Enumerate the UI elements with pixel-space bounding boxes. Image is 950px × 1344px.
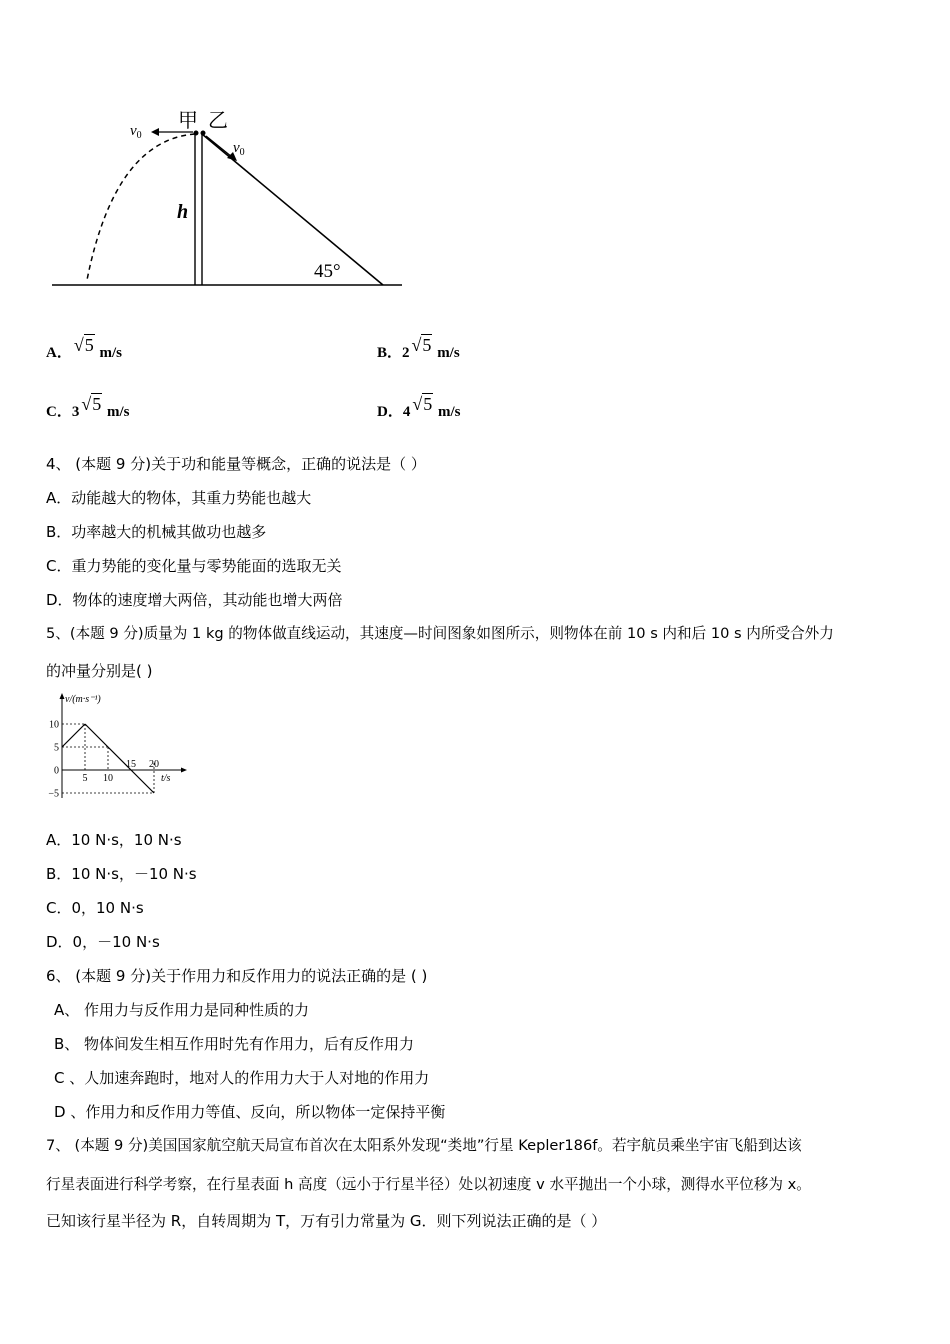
q6-option-c[interactable]: C 、人加速奔跑时，地对人的作用力大于人对地的作用力 [54,1069,430,1087]
q6-option-a[interactable]: A、 作用力与反作用力是同种性质的力 [54,1001,310,1019]
q3-option-d[interactable] [377,394,461,421]
label-angle: 45° [314,261,341,282]
option-unit: m/s [107,404,130,420]
sqrt-symbol: √5 [73,335,94,355]
q5-stem-line1: 5、(本题 9 分)质量为 1 kg 的物体做直线运动，其速度—时间图象如图所示，则物体在前 10 s 内和后 10 s 内所受合外力 [46,625,834,642]
option-letter: D． [377,404,403,420]
q3-option-c[interactable] [46,394,130,421]
q5-stem-line2: 的冲量分别是( ) [46,662,153,680]
series-segment [131,770,154,793]
q5-option-b[interactable]: B．10 N·s，－10 N·s [46,865,197,883]
q5-option-a[interactable]: A．10 N·s，10 N·s [46,831,182,849]
option-letter: C． [46,404,72,420]
q6-option-b[interactable]: B、 物体间发生相互作用时先有作用力，后有反作用力 [54,1035,415,1053]
q3-option-b[interactable] [377,335,460,362]
option-coef: 2 [402,345,410,361]
velocity-time-chart [40,690,190,802]
option-coef: 3 [71,404,80,420]
option-unit: m/s [437,345,460,361]
q4-option-c[interactable]: C．重力势能的变化量与零势能面的选取无关 [46,557,342,575]
label-h: h [177,201,189,223]
q3-option-a[interactable] [46,335,122,362]
q6-option-d[interactable]: D 、作用力和反作用力等值、反向，所以物体一定保持平衡 [54,1103,446,1121]
arrow-right-shaft [206,136,232,157]
q4-option-b[interactable]: B．功率越大的机械其做功也越多 [46,523,267,541]
option-unit: m/s [99,345,123,361]
sqrt-symbol: √5 [411,335,432,355]
q4-stem: 4、 (本题 9 分)关于功和能量等概念，正确的说法是（ ） [46,455,426,473]
x-axis-label: t/s [161,773,171,784]
x-axis-arrow [181,768,187,773]
x-tick-label: 15 [126,759,136,770]
q4-option-a[interactable]: A．动能越大的物体，其重力势能也越大 [46,489,312,507]
label-yi: 乙 [208,110,228,132]
q5-option-c[interactable]: C．0，10 N·s [46,899,144,917]
arrow-left-head [151,128,159,136]
y-tick-label: 0 [54,765,59,777]
y-tick-label: 10 [49,719,59,731]
option-letter: B． [377,345,403,361]
option-coef: 4 [402,404,411,420]
y-tick-label: 5 [54,742,59,754]
x-tick-label: 5 [82,773,88,784]
x-tick-label: 10 [103,773,113,784]
q7-line2: 行星表面进行科学考察，在行星表面 h 高度（远小于行星半径）处以初速度 v 水平抛出一个小球，测得水平位移为 x。 [46,1176,811,1193]
y-axis-arrow [60,693,65,699]
sqrt-symbol: √5 [412,394,433,414]
q7-line3: 已知该行星半径为 R，自转周期为 T，万有引力常量为 G．则下列说法正确的是（ ） [46,1212,607,1230]
label-v0-left: $v_0$ [130,123,142,141]
label-v0-right: $v_0$ [233,140,245,158]
q6-stem: 6、 (本题 9 分)关于作用力和反作用力的说法正确的是 ( ) [46,967,428,985]
label-jia: 甲 [178,110,198,132]
y-axis-label: v/(m·s⁻¹) [65,694,101,705]
q5-option-d[interactable]: D．0，－10 N·s [46,933,160,951]
x-tick-label: 20 [149,759,159,770]
option-unit: m/s [438,404,461,420]
projectile-incline-figure [40,100,420,300]
point-yi [201,131,206,136]
q7-line1: 7、 (本题 9 分)美国国家航空航天局宣布首次在太阳系外发现“类地”行星 Kepler186f。若宇航员乘坐宇宙飞船到达该 [46,1137,802,1154]
y-tick-label: −5 [48,788,59,800]
sqrt-symbol: √5 [81,394,102,414]
q4-option-d[interactable]: D．物体的速度增大两倍，其动能也增大两倍 [46,591,343,609]
series-segment [62,724,85,747]
option-letter: A． [46,345,72,361]
